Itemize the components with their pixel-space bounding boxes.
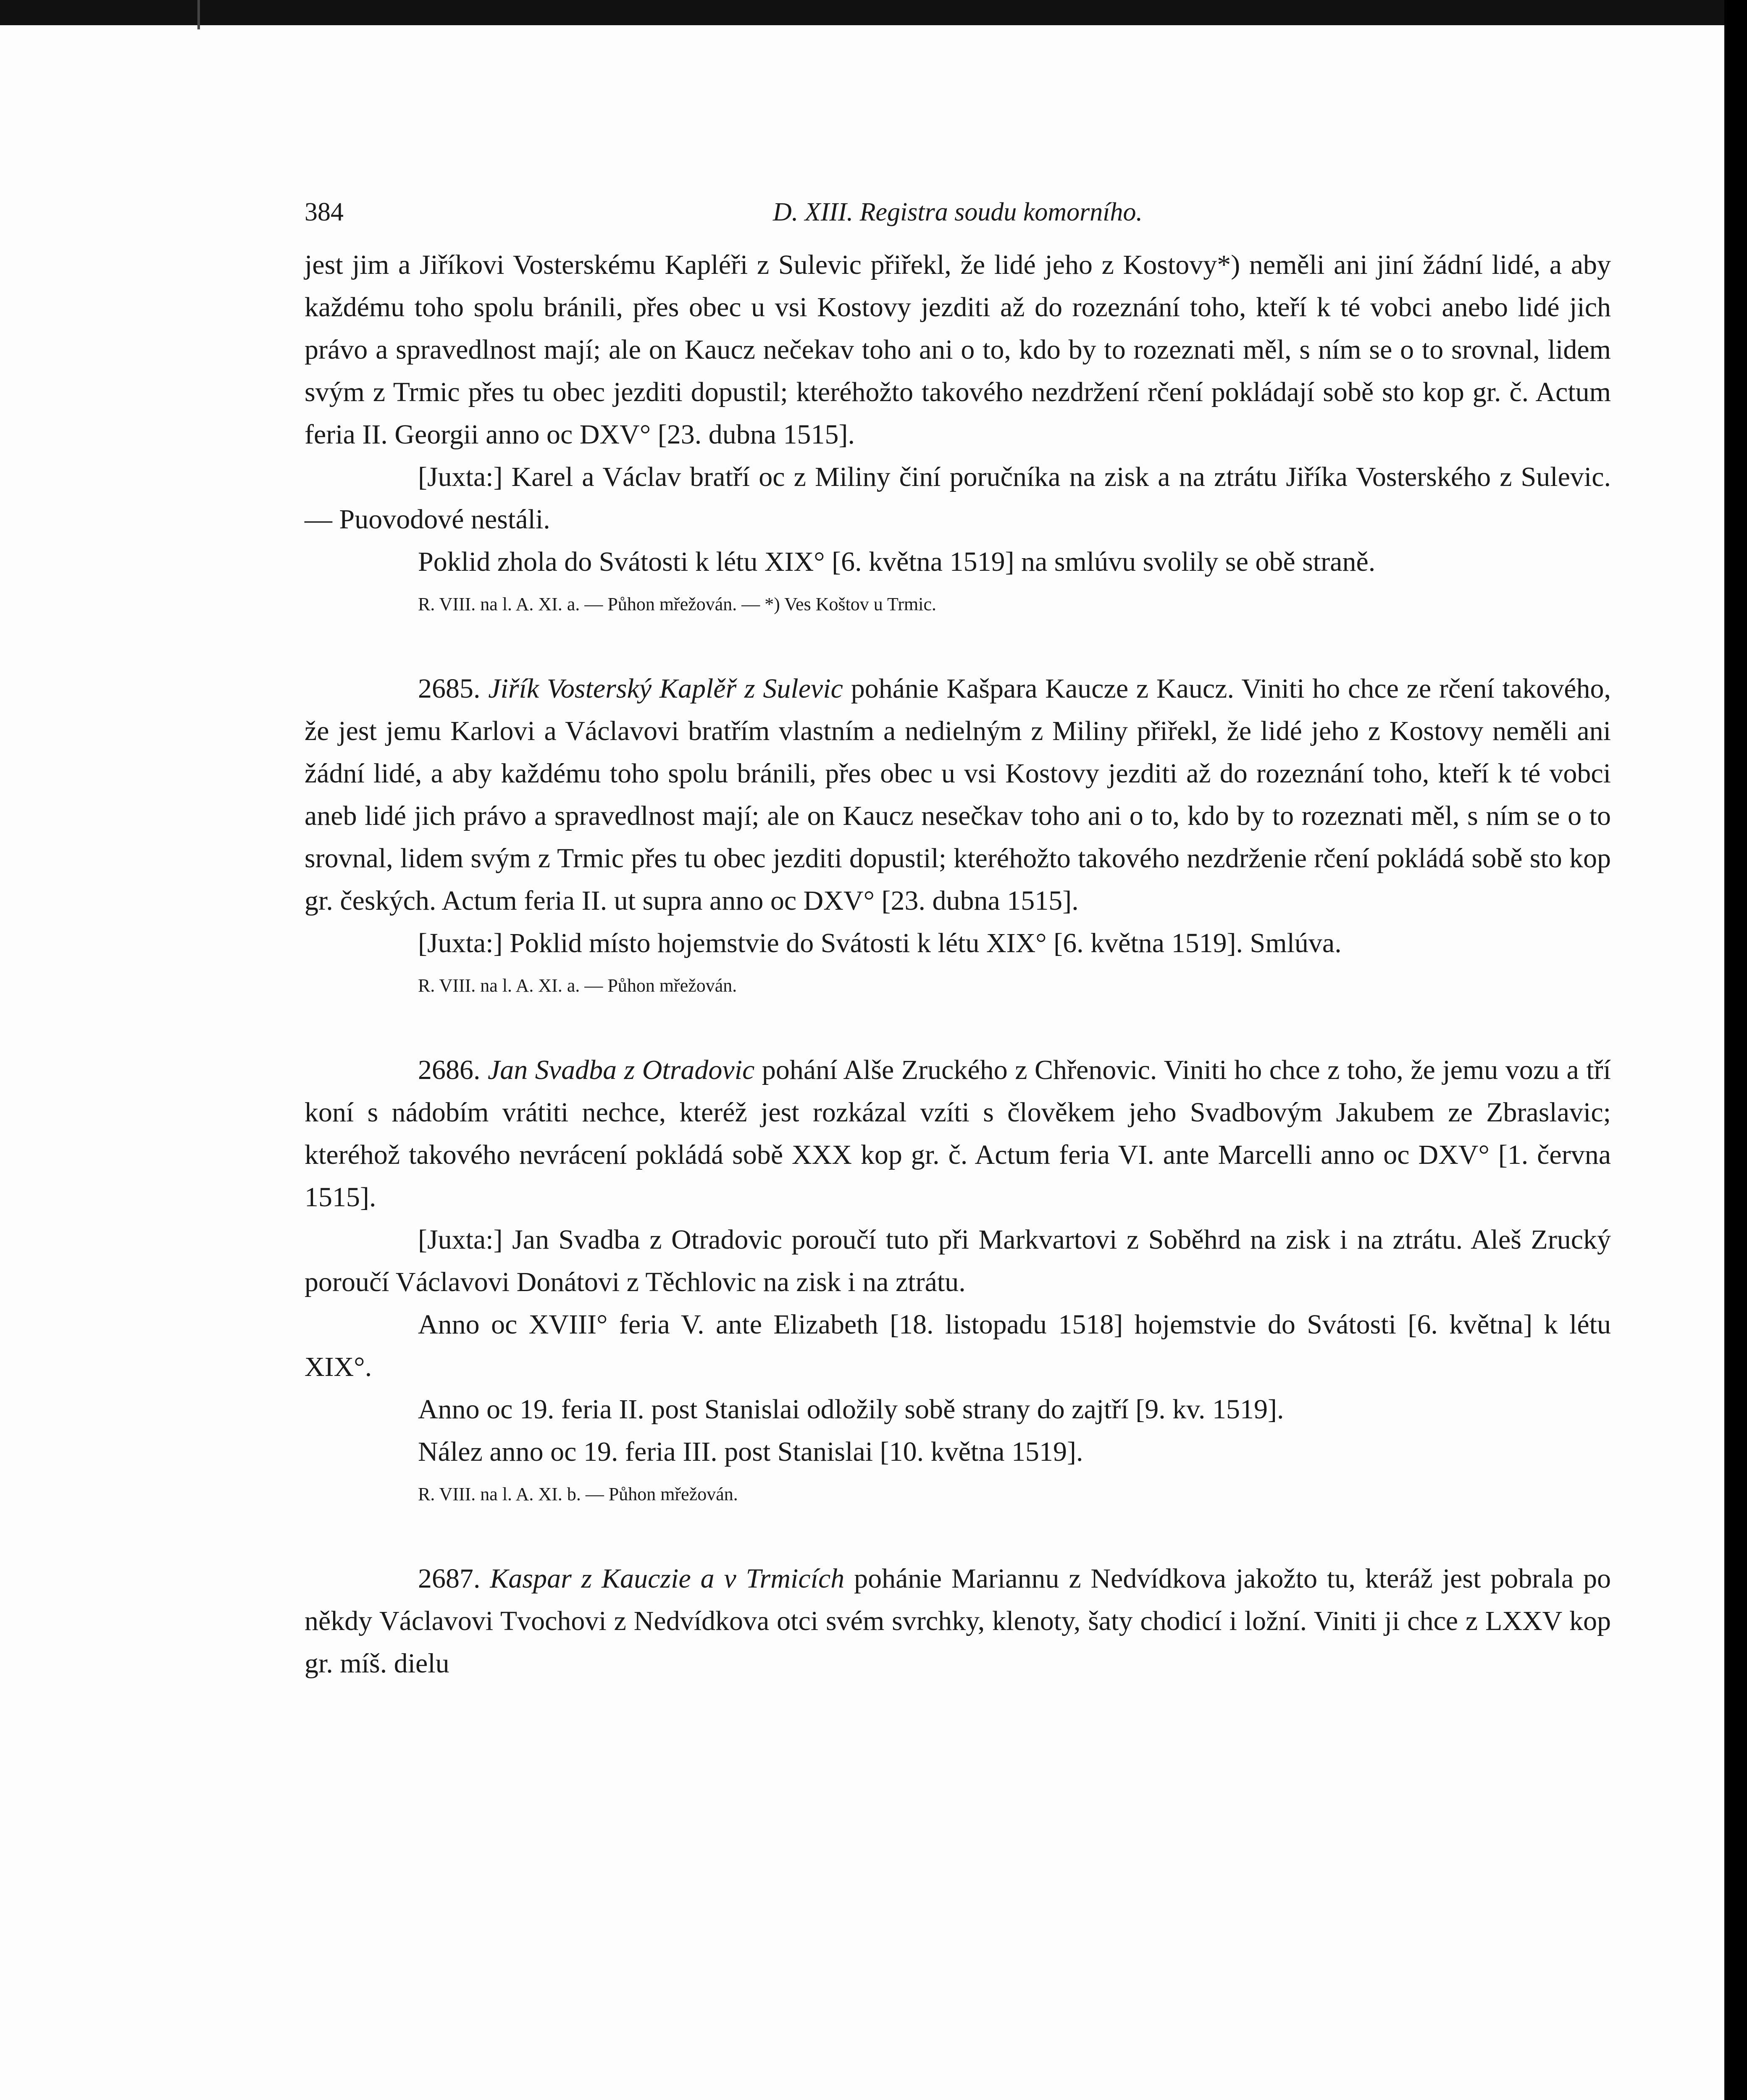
paragraph: Anno oc XVIII° feria V. ante Elizabeth [18. listopadu 1518] hojemstvie do Svátosti [6. května] k létu XIX°. (305, 1309, 1611, 1382)
entry-2687 (305, 1557, 1611, 1685)
entry-party: Jan Svadba z Otradovic (488, 1055, 762, 1085)
paragraph: Anno oc 19. feria II. post Stanislai odložily sobě strany do zajtří [9. kv. 1519]. (418, 1394, 1284, 1425)
paragraph: jest jim a Jiříkovi Vosterskému Kapléři z Sulevic přiřekl, že lidé jeho z Kostovy*) neměli ani jiní žádní lidé, a aby každému toho spolu bránili, přes obec u vsi Kostovy jezditi až do rozeznání toho, kteří k té vobci anebo lidé jich právo a spravedlnost mají; ale on Kaucz nečekav toho ani o to, kdo by to rozeznati měl, s ním se o to srovnal, lidem svým z Trmic přes tu obec jezditi dopustil; kteréhožto takového nezdržení rčení pokládají sobě sto kop gr. č. Actum feria II. Georgii anno oc DXV° [23. dubna 1515]. (305, 249, 1611, 450)
paragraph: Nález anno oc 19. feria III. post Stanislai [10. května 1519]. (418, 1436, 1083, 1467)
entry-text: pohánie Kašpara Kaucze z Kaucz. Viniti ho chce ze rčení takového, že jest jemu Karlovi a Václavovi bratřím vlastním a nedielným z Miliny přiřekl, že lidé jeho z Kostovy neměli ani žádní lidé, a aby každému toho spolu bránili, přes obec u vsi Kostovy jezditi až do rozeznání toho, kteří k té vobci aneb lidé jich právo a spravedlnost mají; ale on Kaucz nesečkav toho ani o to, kdo by to rozeznati měl, s ním se o to srovnal, lidem svým z Trmic přes tu obec jezditi dopustil; kteréhožto takového nezdrženie rčení pokládá sobě sto kop gr. českých. Actum feria II. ut supra anno oc DXV° [23. dubna 1515]. (305, 673, 1611, 916)
paragraph-text: Poklid zhola do Svátosti k létu XIX° [6. května 1519] na smlúvu svolily se obě straně. (418, 546, 1376, 577)
footnote-text: R. VIII. na l. A. XI. a. — Půhon mřežován. (418, 975, 737, 996)
entry-text: pohání Alše Zruckého z Chřenovic. Viniti ho chce z toho, že jemu vozu a tří koní s nádobím vrátiti nechce, kteréž jest rozkázal vzíti s člověkem jeho Svadbovým Jakubem ze Zbraslavic; kteréhož takového nevrácení pokládá sobě XXX kop gr. č. Actum feria VI. ante Marcelli anno oc DXV° [1. června 1515]. (305, 1055, 1611, 1213)
body-text (305, 244, 1611, 1685)
footnote (305, 1473, 1611, 1515)
paragraph: [Juxta:] Karel a Václav bratří oc z Miliny činí poručníka na zisk a na ztrátu Jiříka Vosterského z Sulevic. — Puovodové nestáli. (305, 462, 1611, 535)
scan-artifact (197, 0, 200, 29)
entry-party: Kaspar z Kauczie a v Trmicích (490, 1563, 854, 1594)
spacer (305, 1515, 1611, 1557)
entry-number: 2686. (418, 1055, 488, 1085)
paragraph: [Juxta:] Poklid místo hojemstvie do Svátosti k létu XIX° [6. května 1519]. Smlúva. (418, 928, 1342, 958)
entry-number: 2685. (418, 673, 489, 704)
entry-2685 (305, 667, 1611, 922)
footnote (305, 964, 1611, 1007)
footnote-text: R. VIII. na l. A. XI. a. — Půhon mřežován. — *) Ves Koštov u Trmic. (418, 594, 936, 614)
paragraph (305, 541, 1611, 583)
paragraph: [Juxta:] Jan Svadba z Otradovic poroučí tuto při Markvartovi z Soběhrd na zisk i na ztrátu. Aleš Zrucký poroučí Václavovi Donátovi z Těchlovic na zisk i na ztrátu. (305, 1224, 1611, 1297)
entry-2686 (305, 1049, 1611, 1218)
document-page (305, 197, 1611, 1685)
entry-text: pohánie Mariannu z Nedvídkova jakožto tu, kteráž jest pobrala po někdy Václavovi Tvochovi z Nedvídkova otci svém svrchky, klenoty, šaty chodicí i ložní. Viniti ji chce z LXXV kop gr. míš. dielu (305, 1563, 1611, 1679)
running-head: D. XIII. Registra soudu komorního. (773, 198, 1143, 226)
footnote (305, 583, 1611, 625)
entry-number: 2687. (418, 1563, 490, 1594)
spacer (305, 625, 1611, 667)
scan-border-right (1724, 0, 1747, 2100)
footnote-text: R. VIII. na l. A. XI. b. — Půhon mřežován. (418, 1484, 738, 1504)
spacer (305, 1007, 1611, 1049)
entry-party: Jiřík Vosterský Kaplěř z Sulevic (488, 673, 851, 704)
scan-border-top (0, 0, 1747, 25)
page-header (305, 197, 1611, 244)
page-number: 384 (305, 198, 344, 226)
